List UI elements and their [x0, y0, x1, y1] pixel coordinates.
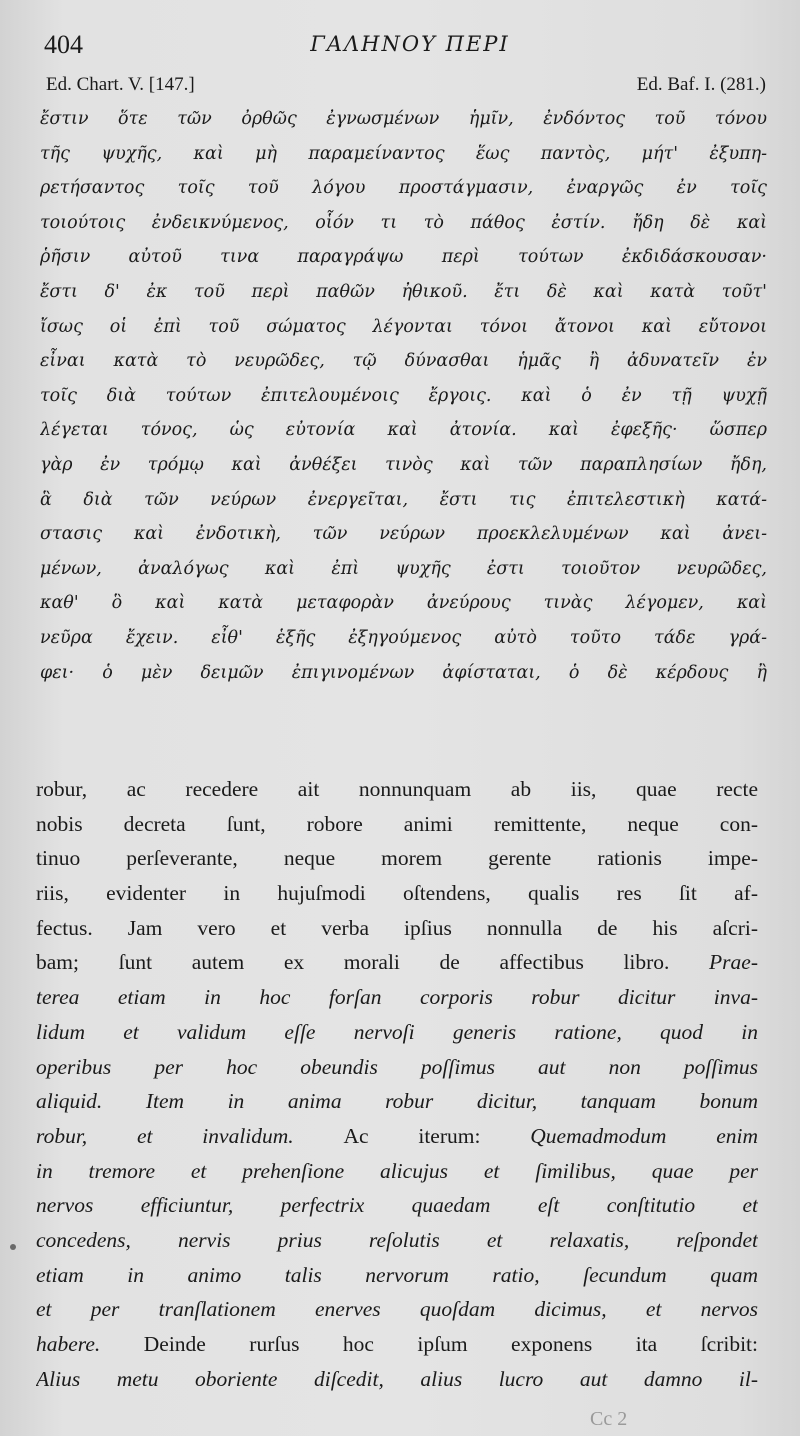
- latin-text-line: [36, 772, 758, 807]
- latin-text-line: [36, 945, 758, 980]
- greek-text-line: νεῦρα ἔχειν. εἶθ' ἑξῆς ἐξηγούμενος αὐτὸ τοῦτο τάδε γρά-: [40, 627, 767, 648]
- roman-text-segment: nobis decreta ſunt, robore animi remittente, neque con-: [36, 811, 758, 836]
- latin-text-line: [36, 841, 758, 876]
- latin-translation-block: [36, 772, 758, 1396]
- greek-text-line: ρετήσαντος τοῖς τοῦ λόγου προστάγμασιν, ἐναργῶς ἐν τοῖς: [40, 178, 767, 199]
- greek-text-block: [40, 102, 767, 690]
- italic-text-segment: in tremore et prehenſione alicujus et ſimilibus, quae per: [36, 1158, 758, 1183]
- roman-text-segment: robur, ac recedere ait nonnunquam ab iis, quae recte: [36, 777, 758, 801]
- page-number: 404: [44, 30, 83, 59]
- latin-text-line: [36, 1084, 758, 1119]
- greek-text-line: ἔστιν ὅτε τῶν ὀρθῶς ἐγνωσμένων ἡμῖν, ἐνδόντος τοῦ τόνου: [40, 109, 767, 129]
- italic-text-segment: et per tranſlationem enerves quoſdam dicimus, et nervos: [36, 1297, 758, 1322]
- greek-text-line: ῥῆσιν αὐτοῦ τινα παραγράψω περὶ τούτων ἐκδιδάσκουσαν·: [40, 247, 767, 268]
- latin-text-line: [36, 980, 758, 1015]
- latin-text-line: [36, 1223, 758, 1258]
- latin-text-line: [36, 807, 758, 842]
- latin-text-line: [36, 1362, 758, 1397]
- edition-reference-right: Ed. Baf. I. (281.): [636, 74, 766, 95]
- roman-text-segment: fectus. Jam vero et verba ipſius nonnulla de his aſcri-: [36, 915, 758, 940]
- signature-mark: Cc 2: [590, 1408, 628, 1430]
- latin-text-line: [36, 1292, 758, 1327]
- greek-text-line: στασις καὶ ἐνδοτικὴ, τῶν νεύρων προεκλελυμένων καὶ ἀνει-: [40, 524, 767, 545]
- margin-ink-dot: [10, 1244, 16, 1250]
- latin-text-line: [36, 1327, 758, 1362]
- greek-text-line: τῆς ψυχῆς, καὶ μὴ παραμείναντος ἕως παντὸς, μήτ' ἐξυπη-: [40, 143, 767, 164]
- latin-text-line: [36, 1050, 758, 1085]
- italic-text-segment: concedens, nervis prius reſolutis et relaxatis, reſpondet: [36, 1227, 758, 1252]
- roman-text-segment: riis, evidenter in hujuſmodi oſtendens, qualis res ſit af-: [36, 881, 758, 906]
- running-title: ΓΑΛΗΝΟΥ ΠΕΡΙ: [310, 32, 510, 56]
- greek-text-line: εἶναι κατὰ τὸ νευρῶδες, τῷ δύνασθαι ἡμᾶς ἢ ἀδυνατεῖν ἐν: [40, 351, 767, 372]
- greek-text-line: μένων, ἀναλόγως καὶ ἐπὶ ψυχῆς ἐστι τοιοῦτον νευρῶδες,: [40, 558, 767, 579]
- greek-text-line: καθ' ὃ καὶ κατὰ μεταφορὰν ἀνεύρους τινὰς λέγομεν, καὶ: [40, 593, 767, 614]
- italic-text-segment: aliquid. Item in anima robur dicitur, tanquam bonum: [36, 1089, 758, 1114]
- italic-text-segment: etiam in animo talis nervorum ratio, ſecundum quam: [36, 1262, 758, 1287]
- greek-text-line: ἃ διὰ τῶν νεύρων ἐνεργεῖται, ἔστι τις ἐπιτελεστικὴ κατά-: [40, 489, 767, 510]
- greek-text-line: φει· ὁ μὲν δειμῶν ἐπιγινομένων ἀφίσταται, ὁ δὲ κέρδους ἢ: [40, 662, 767, 683]
- roman-text-segment: tinuo perſeverante, neque morem gerente rationis impe-: [36, 846, 758, 871]
- greek-text-line: ἔστι δ' ἐκ τοῦ περὶ παθῶν ἠθικοῦ. ἔτι δὲ καὶ κατὰ τοῦτ': [40, 281, 767, 302]
- greek-text-line: γὰρ ἐν τρόμῳ καὶ ἀνθέξει τινὸς καὶ τῶν παραπλησίων ἤδη,: [40, 454, 767, 475]
- edition-reference-line: [46, 74, 766, 100]
- greek-text-line: λέγεται τόνος, ὡς εὐτονία καὶ ἀτονία. καὶ ἐφεξῆς· ὥσπερ: [40, 420, 767, 441]
- latin-text-line: [36, 1258, 758, 1293]
- latin-text-line: [36, 876, 758, 911]
- latin-text-line: [36, 1119, 758, 1154]
- roman-text-segment: Ac iterum:: [343, 1123, 531, 1148]
- roman-text-segment: bam; ſunt autem ex morali de affectibus libro.: [36, 950, 710, 975]
- italic-text-segment: Prae-: [709, 950, 758, 975]
- italic-text-segment: habere.: [36, 1332, 144, 1356]
- italic-text-segment: operibus per hoc obeundis poſſimus aut non poſſimus: [36, 1054, 758, 1079]
- italic-text-segment: robur, et invalidum.: [36, 1123, 344, 1148]
- latin-text-line: [36, 1015, 758, 1050]
- edition-reference-left: Ed. Chart. V. [147.]: [46, 74, 195, 95]
- italic-text-segment: Quemadmodum enim: [530, 1123, 758, 1148]
- greek-text-line: τοῖς διὰ τούτων ἐπιτελουμένοις ἔργοις. καὶ ὁ ἐν τῇ ψυχῇ: [40, 385, 767, 406]
- latin-text-line: [36, 1188, 758, 1223]
- latin-text-line: [36, 911, 758, 946]
- roman-text-segment: Deinde rurſus hoc ipſum exponens ita ſcribit:: [143, 1332, 758, 1356]
- greek-text-line: τοιούτοις ἐνδεικνύμενος, οἷόν τι τὸ πάθος ἐστίν. ἤδη δὲ καὶ: [40, 212, 767, 233]
- greek-text-line: ἴσως οἱ ἐπὶ τοῦ σώματος λέγονται τόνοι ἄτονοι καὶ εὔτονοι: [40, 316, 767, 337]
- italic-text-segment: Alius metu oboriente diſcedit, alius lucro aut damno il-: [36, 1366, 758, 1391]
- italic-text-segment: terea etiam in hoc forſan corporis robur dicitur inva-: [36, 985, 758, 1010]
- page-header: [40, 30, 780, 62]
- italic-text-segment: lidum et validum eſſe nervoſi generis ratione, quod in: [36, 1019, 758, 1044]
- latin-text-line: [36, 1154, 758, 1189]
- italic-text-segment: nervos efficiuntur, perfectrix quaedam eſt conſtitutio et: [36, 1193, 758, 1218]
